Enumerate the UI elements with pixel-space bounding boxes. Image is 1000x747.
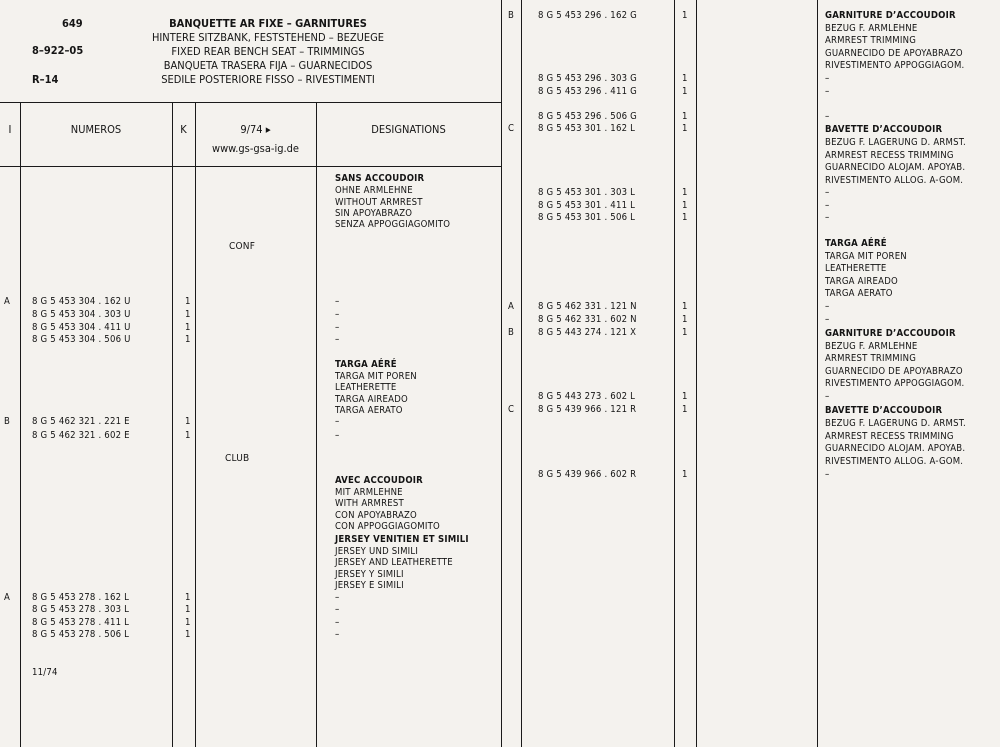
part-number: 8 G 5 453 296 . 506 G [538,111,637,122]
quantity: 1 [682,391,688,402]
divider [817,0,818,747]
part-number: 8 G 5 453 296 . 162 G [538,10,637,21]
part-number: 8 G 5 453 301 . 162 L [538,123,636,134]
designation-dash: – [825,86,830,97]
designation-dash: – [335,592,340,603]
quantity: 1 [682,73,688,84]
group-index: A [508,301,515,312]
designation-dash: – [335,629,340,640]
designation-dash: – [825,73,830,84]
part-number: 8 G 5 453 278 . 411 L [32,617,130,628]
col-index-header: I [8,123,12,136]
edition-date: 11/74 [32,667,58,678]
quantity: 1 [185,334,191,345]
quantity: 1 [682,86,688,97]
title-en: FIXED REAR BENCH SEAT – TRIMMINGS [171,45,365,58]
designation-text: GUARNECIDO DE APOYABRAZO [825,366,963,377]
part-number: 8 G 5 453 301 . 411 L [538,200,636,211]
group-index: C [508,123,515,134]
quantity: 1 [682,111,688,122]
designation-text: LEATHERETTE [335,382,397,393]
designation-dash: – [335,296,340,307]
part-number: 8 G 5 462 331 . 602 N [538,314,637,325]
designation-dash: – [335,416,340,427]
designation-text: TARGA AERATO [825,288,893,299]
designation-text: WITHOUT ARMREST [335,197,423,208]
quantity: 1 [682,314,688,325]
designation-text: GUARNECIDO ALOJAM. APOYAB. [825,443,966,454]
col-date-header: 9/74 ▸ [240,123,271,136]
col-k-header: K [180,123,187,136]
title-it: SEDILE POSTERIORE FISSO – RIVESTIMENTI [161,73,375,86]
group-index: B [508,10,515,21]
part-number: 8 G 5 439 966 . 602 R [538,469,637,480]
part-number: 8 G 5 453 278 . 162 L [32,592,130,603]
part-number: 8 G 5 453 301 . 506 L [538,212,636,223]
part-number: 8 G 5 462 321 . 602 E [32,430,130,441]
section-heading: BAVETTE D’ACCOUDOIR [825,124,943,135]
part-number: 8 G 5 443 274 . 121 X [538,327,637,338]
designation-text: JERSEY Y SIMILI [335,569,404,580]
quantity: 1 [185,604,191,615]
part-number: 8 G 5 453 296 . 411 G [538,86,637,97]
group-index: B [508,327,515,338]
designation-text: ARMREST RECESS TRIMMING [825,150,954,161]
designation-dash: – [335,334,340,345]
designation-text: BEZUG F. LAGERUNG D. ARMST. [825,137,966,148]
divider [20,102,21,747]
reference-code: 8–922–05 [32,44,84,57]
part-number: 8 G 5 443 273 . 602 L [538,391,636,402]
designation-text: JERSEY UND SIMILI [335,546,419,557]
group-index: A [4,592,11,603]
part-number: 8 G 5 439 966 . 121 R [538,404,637,415]
designation-text: CON APOYABRAZO [335,510,417,521]
designation-dash: – [825,212,830,223]
col-designations-header: DESIGNATIONS [371,123,446,136]
designation-dash: – [825,469,830,480]
designation-dash: – [825,314,830,325]
designation-text: LEATHERETTE [825,263,887,274]
designation-text: CON APPOGGIAGOMITO [335,521,440,532]
quantity: 1 [185,617,191,628]
designation-text: GUARNECIDO ALOJAM. APOYAB. [825,162,966,173]
quantity: 1 [682,469,688,480]
col-numeros-header: NUMEROS [70,123,122,136]
designation-text: JERSEY AND LEATHERETTE [335,557,453,568]
designation-dash: – [335,604,340,615]
part-number: 8 G 5 453 296 . 303 G [538,73,637,84]
section-heading: TARGA AÉRÉ [825,238,887,249]
title-es: BANQUETA TRASERA FIJA – GUARNECIDOS [163,59,373,72]
title-de: HINTERE SITZBANK, FESTSTEHEND – BEZUEGE [151,31,385,44]
quantity: 1 [185,296,191,307]
quantity: 1 [185,309,191,320]
quantity: 1 [682,200,688,211]
part-number: 8 G 5 453 278 . 303 L [32,604,130,615]
quantity: 1 [682,187,688,198]
designation-text: TARGA MIT POREN [335,371,417,382]
designation-dash: – [335,430,340,441]
designation-dash: – [825,187,830,198]
designation-text: TARGA AERATO [335,405,403,416]
designation-text: BEZUG F. LAGERUNG D. ARMST. [825,418,966,429]
designation-text: ARMREST TRIMMING [825,35,917,46]
designation-text: WITH ARMREST [335,498,404,509]
quantity: 1 [185,416,191,427]
designation-text: SIN APOYABRAZO [335,208,413,219]
quantity: 1 [682,212,688,223]
quantity: 1 [682,10,688,21]
designation-text: RIVESTIMENTO ALLOG. A-GOM. [825,175,964,186]
designation-text: RIVESTIMENTO APPOGGIAGOM. [825,60,965,71]
divider [501,0,502,747]
section-heading: TARGA AÉRÉ [335,359,397,370]
designation-text: ARMREST TRIMMING [825,353,917,364]
quantity: 1 [185,322,191,333]
section-heading: SANS ACCOUDOIR [335,173,425,184]
designation-text: MIT ARMLEHNE [335,487,403,498]
designation-dash: – [335,617,340,628]
section-heading: BAVETTE D’ACCOUDOIR [825,405,943,416]
divider [172,102,173,747]
designation-text: RIVESTIMENTO ALLOG. A-GOM. [825,456,964,467]
designation-dash: – [825,111,830,122]
part-number: 8 G 5 453 278 . 506 L [32,629,130,640]
part-number: 8 G 5 453 304 . 506 U [32,334,131,345]
part-number: 8 G 5 453 301 . 303 L [538,187,636,198]
part-number: 8 G 5 462 331 . 121 N [538,301,637,312]
designation-dash: – [825,200,830,211]
quantity: 1 [185,592,191,603]
quantity: 1 [185,430,191,441]
quantity: 1 [682,404,688,415]
quantity: 1 [682,327,688,338]
designation-text: BEZUG F. ARMLEHNE [825,341,918,352]
website-url: www.gs-gsa-ig.de [211,142,300,155]
designation-text: ARMREST RECESS TRIMMING [825,431,954,442]
quantity: 1 [185,629,191,640]
designation-text: OHNE ARMLEHNE [335,185,413,196]
section-heading: JERSEY VENITIEN ET SIMILI [335,534,469,545]
divider [0,166,502,167]
quantity: 1 [682,123,688,134]
designation-text: GUARNECIDO DE APOYABRAZO [825,48,963,59]
section-heading: GARNITURE D’ACCOUDOIR [825,328,956,339]
designation-text: TARGA MIT POREN [825,251,907,262]
group-index: B [4,416,11,427]
quantity: 1 [682,301,688,312]
designation-text: RIVESTIMENTO APPOGGIAGOM. [825,378,965,389]
part-number: 8 G 5 453 304 . 162 U [32,296,131,307]
divider [674,0,675,747]
section-heading: AVEC ACCOUDOIR [335,475,423,486]
part-number: 8 G 5 453 304 . 411 U [32,322,131,333]
group-index: C [508,404,515,415]
designation-text: TARGA AIREADO [335,394,408,405]
designation-dash: – [825,301,830,312]
part-number: 8 G 5 453 304 . 303 U [32,309,131,320]
divider [0,102,502,103]
version-label: CONF [229,241,256,252]
designation-text: SENZA APPOGGIAGOMITO [335,219,451,230]
divider [521,0,522,747]
designation-text: TARGA AIREADO [825,276,898,287]
designation-dash: – [335,322,340,333]
designation-text: BEZUG F. ARMLEHNE [825,23,918,34]
title-fr: BANQUETTE AR FIXE – GARNITURES [169,17,367,30]
divider [316,102,317,747]
group-index: A [4,296,11,307]
designation-text: JERSEY E SIMILI [335,580,404,591]
divider [195,102,196,747]
designation-dash: – [335,309,340,320]
section-heading: GARNITURE D’ACCOUDOIR [825,10,956,21]
page-number: 649 [62,17,83,30]
divider [696,0,697,747]
part-number: 8 G 5 462 321 . 221 E [32,416,130,427]
model-code: R–14 [32,73,59,86]
version-label: CLUB [225,453,250,464]
designation-dash: – [825,391,830,402]
